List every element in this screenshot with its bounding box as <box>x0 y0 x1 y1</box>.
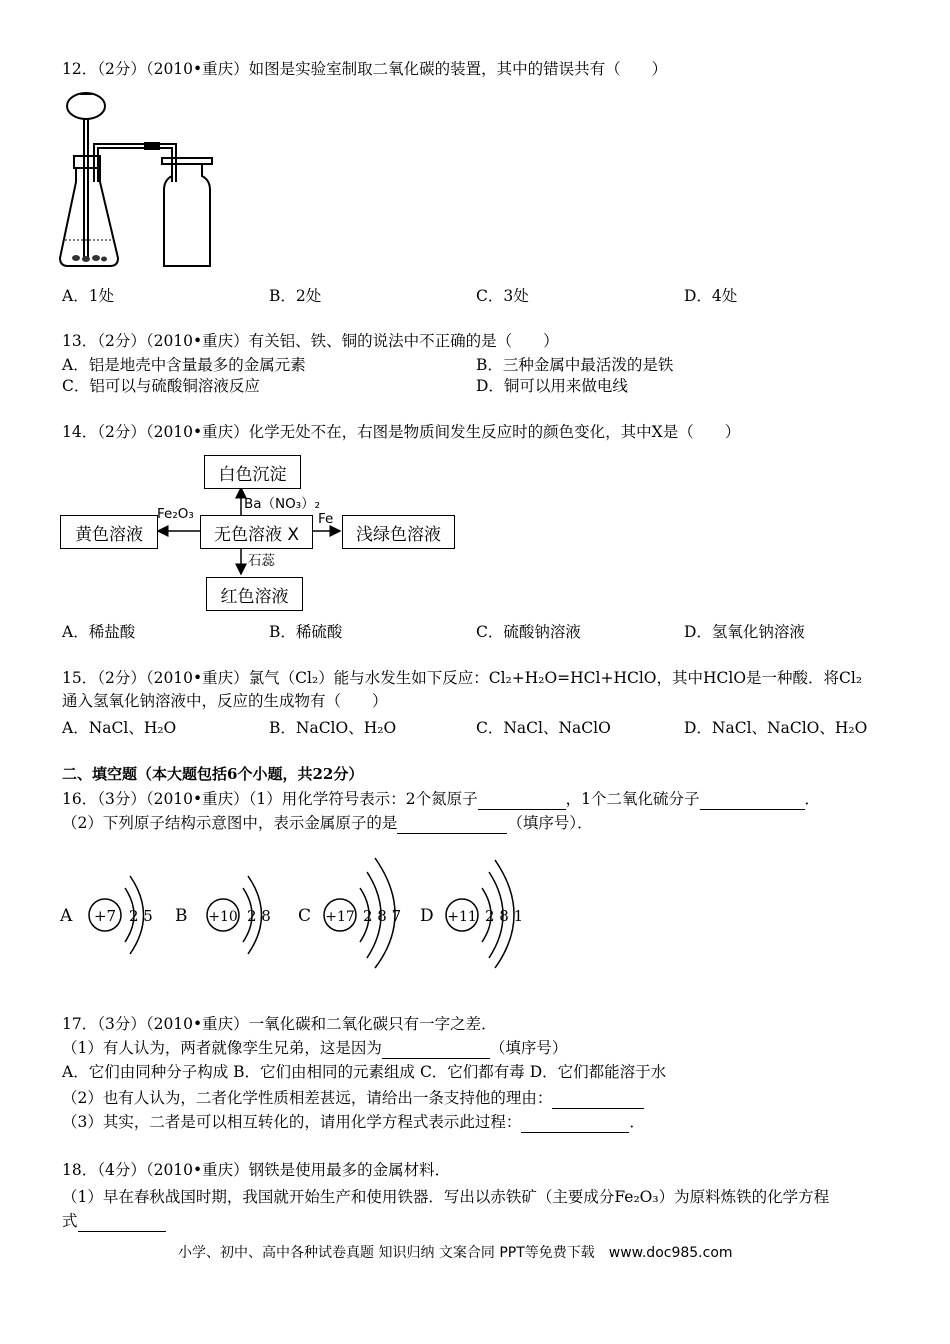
q15-option-b: B．NaClO、H₂O <box>269 719 397 737</box>
q16-line2 <box>62 812 593 834</box>
q15-option-a: A．NaCl、H₂O <box>62 719 177 737</box>
q17-line2: A．它们由同种分子构成 B．它们由相同的元素组成 C．它们都有毒 D．它们都能溶于水 <box>62 1063 667 1081</box>
q16-line2-b: （填序号）． <box>507 814 593 832</box>
q13-stem: 13．（2分）（2010•重庆）有关铝、铁、铜的说法中不正确的是（ ） <box>62 332 559 350</box>
q16-blank-nitrogen-atoms[interactable] <box>478 792 566 810</box>
q18-blank-equation[interactable] <box>78 1214 166 1232</box>
q17-stem: 17．（3分）（2010•重庆）一氧化碳和二氧化碳只有一字之差． <box>62 1015 497 1033</box>
red-solution-box: 红色溶液 <box>206 577 303 611</box>
q17-line1-a: （1）有人认为，两者就像孪生兄弟，这是因为 <box>62 1039 382 1057</box>
q14-option-a: A．稀盐酸 <box>62 623 136 641</box>
atom-a-nucleus: +7 <box>93 907 117 925</box>
q13-option-a: A．铝是地壳中含量最多的金属元素 <box>62 356 306 374</box>
atom-b-shells: 2 8 <box>247 907 271 925</box>
q17-line3 <box>62 1087 644 1109</box>
q18-line2-text: 式 <box>62 1212 78 1230</box>
q16-line1-a: 16．（3分）（2010•重庆）（1）用化学符号表示：2个氮原子 <box>62 790 478 808</box>
atom-b-letter: B <box>175 906 188 926</box>
atom-a-shells: 2 5 <box>129 907 153 925</box>
q12-option-c: C．3处 <box>476 287 529 305</box>
q12-stem: 12．（2分）（2010•重庆）如图是实验室制取二氧化碳的装置，其中的错误共有（ ） <box>62 60 668 78</box>
atom-b-nucleus: +10 <box>208 909 238 925</box>
white-precipitate-box: 白色沉淀 <box>204 455 301 489</box>
q17-blank-reason[interactable] <box>382 1041 490 1059</box>
q16-line2-a: （2）下列原子结构示意图中，表示金属原子的是 <box>62 814 398 832</box>
q14-option-c: C．硫酸钠溶液 <box>476 623 581 641</box>
yellow-solution-box: 黄色溶液 <box>60 515 158 549</box>
atom-d-nucleus: +11 <box>447 909 477 925</box>
reagent-fe: Fe <box>318 511 334 527</box>
q13-option-c: C．铝可以与硫酸铜溶液反应 <box>62 377 260 395</box>
q16-line1 <box>62 788 820 810</box>
co2-apparatus-figure <box>58 90 223 272</box>
q13-option-b: B．三种金属中最活泼的是铁 <box>476 356 674 374</box>
atom-c-letter: C <box>298 906 312 926</box>
section-fill-in-title: 二、填空题（本大题包括6个小题，共22分） <box>62 765 364 783</box>
q16-line1-c: ． <box>804 790 821 808</box>
q18-stem: 18．（4分）（2010•重庆）钢铁是使用最多的金属材料． <box>62 1161 451 1179</box>
page-footer: 小学、初中、高中各种试卷真题 知识归纳 文案合同 PPT等免费下载 www.doc985.com <box>178 1245 733 1261</box>
atom-d-letter: D <box>420 906 434 926</box>
atom-c-nucleus: +17 <box>325 909 355 925</box>
atomic-structure-diagrams <box>55 850 535 970</box>
q18-line2 <box>62 1210 166 1232</box>
q17-line1 <box>62 1037 567 1059</box>
q15-stem-line1: 15．（2分）（2010•重庆）氯气（Cl₂）能与水发生如下反应：Cl₂+H₂O=HCl+HClO，其中HClO是一种酸．将Cl₂ <box>62 669 863 687</box>
q12-option-b: B．2处 <box>269 287 322 305</box>
atom-d-shells: 2 8 1 <box>485 907 524 925</box>
atom-a-letter: A <box>60 906 73 926</box>
q17-line4 <box>62 1111 645 1133</box>
reagent-fe2o3: Fe₂O₃ <box>157 506 194 522</box>
q17-line4-a: （3）其实，二者是可以相互转化的，请用化学方程式表示此过程： <box>62 1113 522 1131</box>
q15-option-c: C．NaCl、NaClO <box>476 719 611 737</box>
reagent-ba-no3-2: Ba（NO₃）₂ <box>244 496 321 512</box>
q15-stem-line2: 通入氢氧化钠溶液中，反应的生成物有（ ） <box>62 692 388 710</box>
colorless-solution-x-box: 无色溶液 X <box>200 515 313 549</box>
q12-option-a: A．1处 <box>62 287 115 305</box>
q16-blank-metal-atom[interactable] <box>397 816 507 834</box>
q16-blank-so2-molecule[interactable] <box>700 792 805 810</box>
light-green-solution-box: 浅绿色溶液 <box>342 515 455 549</box>
q17-blank-property-reason[interactable] <box>552 1091 644 1109</box>
atom-c-shells: 2 8 7 <box>363 907 402 925</box>
q17-line3-text: （2）也有人认为，二者化学性质相差甚远，请给出一条支持他的理由： <box>62 1089 553 1107</box>
q15-option-d: D．NaCl、NaClO、H₂O <box>684 719 868 737</box>
q18-line1: （1）早在春秋战国时期，我国就开始生产和使用铁器．写出以赤铁矿（主要成分Fe₂O₃）为原料炼铁的化学方程 <box>62 1188 830 1206</box>
q14-option-d: D．氢氧化钠溶液 <box>684 623 805 641</box>
q14-option-b: B．稀硫酸 <box>269 623 343 641</box>
q16-line1-b: ，1个二氧化硫分子 <box>565 790 700 808</box>
q12-option-d: D．4处 <box>684 287 738 305</box>
reagent-litmus: 石蕊 <box>248 553 275 569</box>
q13-option-d: D．铜可以用来做电线 <box>476 377 628 395</box>
q14-stem: 14．（2分）（2010•重庆）化学无处不在，右图是物质间发生反应时的颜色变化，其中X是（ ） <box>62 423 741 441</box>
q17-line4-b: ． <box>629 1113 645 1131</box>
q17-blank-equation[interactable] <box>521 1115 629 1133</box>
q17-line1-b: （填序号） <box>489 1039 568 1057</box>
